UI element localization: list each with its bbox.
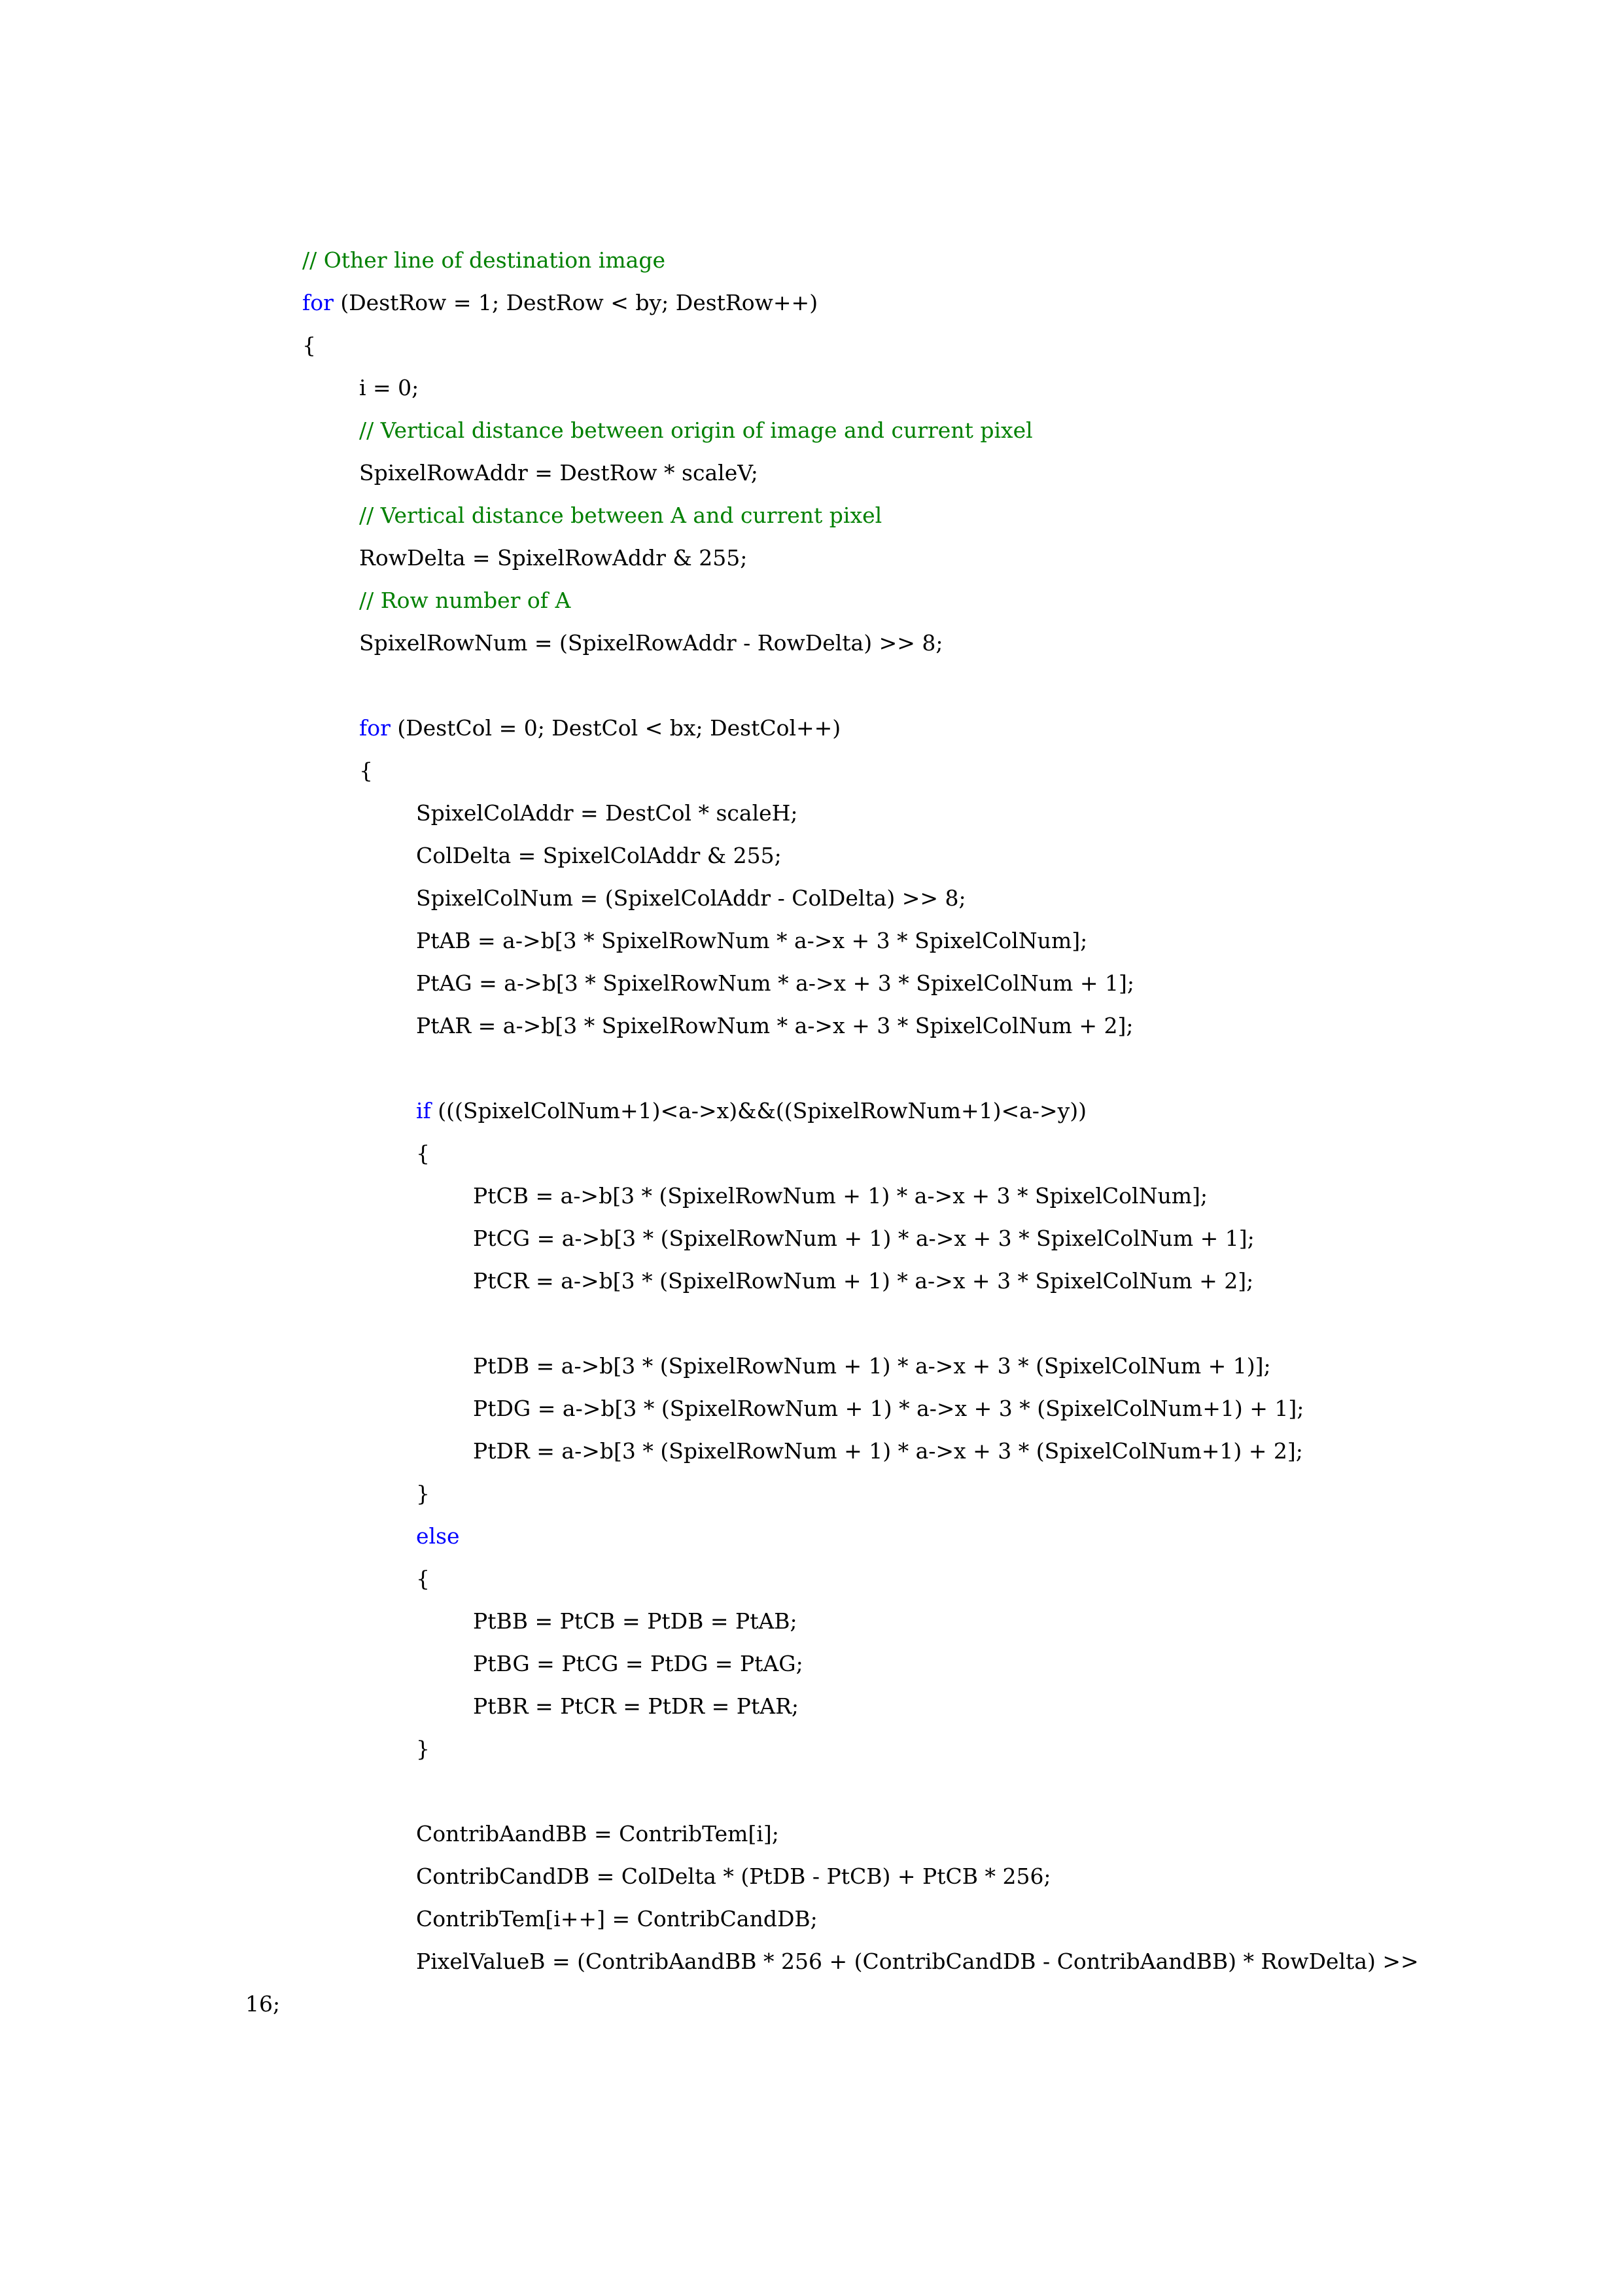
code-line [0, 1898, 1623, 1940]
code-line [0, 792, 1623, 834]
code-comment: // Row number of A [359, 588, 571, 613]
code-line [0, 1004, 1623, 1047]
code-text: PixelValueB = (ContribAandBB * 256 + (ContribCandDB - ContribAandBB) * RowDelta) >> [416, 1949, 1419, 1974]
code-line [0, 579, 1623, 622]
code-text: (DestRow = 1; DestRow < by; DestRow++) [333, 290, 818, 315]
code-text: { [416, 1140, 430, 1166]
code-keyword: for [359, 715, 391, 741]
blank-line [0, 1047, 1623, 1089]
code-text: PtAG = a->b[3 * SpixelRowNum * a->x + 3 * SpixelColNum + 1]; [416, 970, 1134, 996]
code-line [0, 1132, 1623, 1174]
code-line [0, 1472, 1623, 1515]
code-text: (DestCol = 0; DestCol < bx; DestCol++) [390, 715, 841, 741]
blank-line [0, 1770, 1623, 1812]
code-text: ContribAandBB = ContribTem[i]; [416, 1821, 779, 1846]
code-line [0, 1345, 1623, 1387]
code-text: ContribCandDB = ColDelta * (PtDB - PtCB) + PtCB * 256; [416, 1863, 1051, 1889]
code-line [0, 834, 1623, 877]
code-line [0, 366, 1623, 409]
code-keyword: for [302, 290, 334, 315]
code-line [0, 1983, 1623, 2025]
code-line [0, 451, 1623, 494]
code-line [0, 239, 1623, 281]
code-text: PtBB = PtCB = PtDB = PtAB; [473, 1608, 797, 1634]
code-line [0, 1940, 1623, 1983]
code-keyword: else [416, 1523, 460, 1549]
code-text: PtBG = PtCG = PtDG = PtAG; [473, 1651, 803, 1676]
code-text: { [359, 758, 373, 783]
blank-line [0, 664, 1623, 707]
code-line [0, 919, 1623, 962]
code-line [0, 1685, 1623, 1727]
code-line [0, 1387, 1623, 1430]
code-line [0, 1855, 1623, 1898]
code-line [0, 707, 1623, 749]
code-text: PtAB = a->b[3 * SpixelRowNum * a->x + 3 * SpixelColNum]; [416, 928, 1088, 953]
code-line [0, 622, 1623, 664]
code-text: RowDelta = SpixelRowAddr & 255; [359, 545, 748, 571]
code-text: 16; [245, 1991, 281, 2017]
code-line [0, 1174, 1623, 1217]
code-text: } [416, 1736, 430, 1761]
code-line [0, 1727, 1623, 1770]
code-comment: // Vertical distance between origin of image and current pixel [359, 417, 1033, 443]
code-line [0, 1600, 1623, 1642]
code-text: { [302, 332, 316, 358]
code-comment: // Other line of destination image [302, 247, 665, 273]
code-comment: // Vertical distance between A and current pixel [359, 503, 882, 528]
code-line [0, 537, 1623, 579]
code-text: PtBR = PtCR = PtDR = PtAR; [473, 1693, 799, 1719]
code-text: SpixelColAddr = DestCol * scaleH; [416, 800, 798, 826]
code-text: { [416, 1566, 430, 1591]
code-line [0, 877, 1623, 919]
code-text: ColDelta = SpixelColAddr & 255; [416, 843, 782, 868]
code-line [0, 324, 1623, 366]
code-text: PtCG = a->b[3 * (SpixelRowNum + 1) * a->x + 3 * SpixelColNum + 1]; [473, 1226, 1255, 1251]
code-line [0, 1515, 1623, 1557]
blank-line [0, 1302, 1623, 1345]
code-text: } [416, 1481, 430, 1506]
code-line [0, 1642, 1623, 1685]
code-text: SpixelRowNum = (SpixelRowAddr - RowDelta) >> 8; [359, 630, 943, 656]
code-line [0, 1557, 1623, 1600]
code-line [0, 281, 1623, 324]
code-line [0, 1430, 1623, 1472]
code-text: SpixelColNum = (SpixelColAddr - ColDelta) >> 8; [416, 885, 966, 911]
code-line [0, 1812, 1623, 1855]
code-line [0, 1217, 1623, 1260]
code-line [0, 1260, 1623, 1302]
code-line [0, 749, 1623, 792]
code-text: SpixelRowAddr = DestRow * scaleV; [359, 460, 758, 486]
code-text: PtDR = a->b[3 * (SpixelRowNum + 1) * a->x + 3 * (SpixelColNum+1) + 2]; [473, 1438, 1303, 1464]
code-text: PtAR = a->b[3 * SpixelRowNum * a->x + 3 * SpixelColNum + 2]; [416, 1013, 1134, 1038]
code-line [0, 494, 1623, 537]
code-listing [0, 239, 1623, 2025]
code-line [0, 1089, 1623, 1132]
code-text: PtDB = a->b[3 * (SpixelRowNum + 1) * a->x + 3 * (SpixelColNum + 1)]; [473, 1353, 1271, 1379]
code-text: (((SpixelColNum+1)<a->x)&&((SpixelRowNum+1)<a->y)) [430, 1098, 1087, 1123]
code-text: ContribTem[i++] = ContribCandDB; [416, 1906, 818, 1932]
code-line [0, 962, 1623, 1004]
code-text: PtCB = a->b[3 * (SpixelRowNum + 1) * a->x + 3 * SpixelColNum]; [473, 1183, 1208, 1209]
code-text: i = 0; [359, 375, 419, 400]
code-line [0, 409, 1623, 451]
code-text: PtDG = a->b[3 * (SpixelRowNum + 1) * a->x + 3 * (SpixelColNum+1) + 1]; [473, 1396, 1304, 1421]
code-text: PtCR = a->b[3 * (SpixelRowNum + 1) * a->x + 3 * SpixelColNum + 2]; [473, 1268, 1254, 1294]
code-keyword: if [416, 1098, 431, 1123]
